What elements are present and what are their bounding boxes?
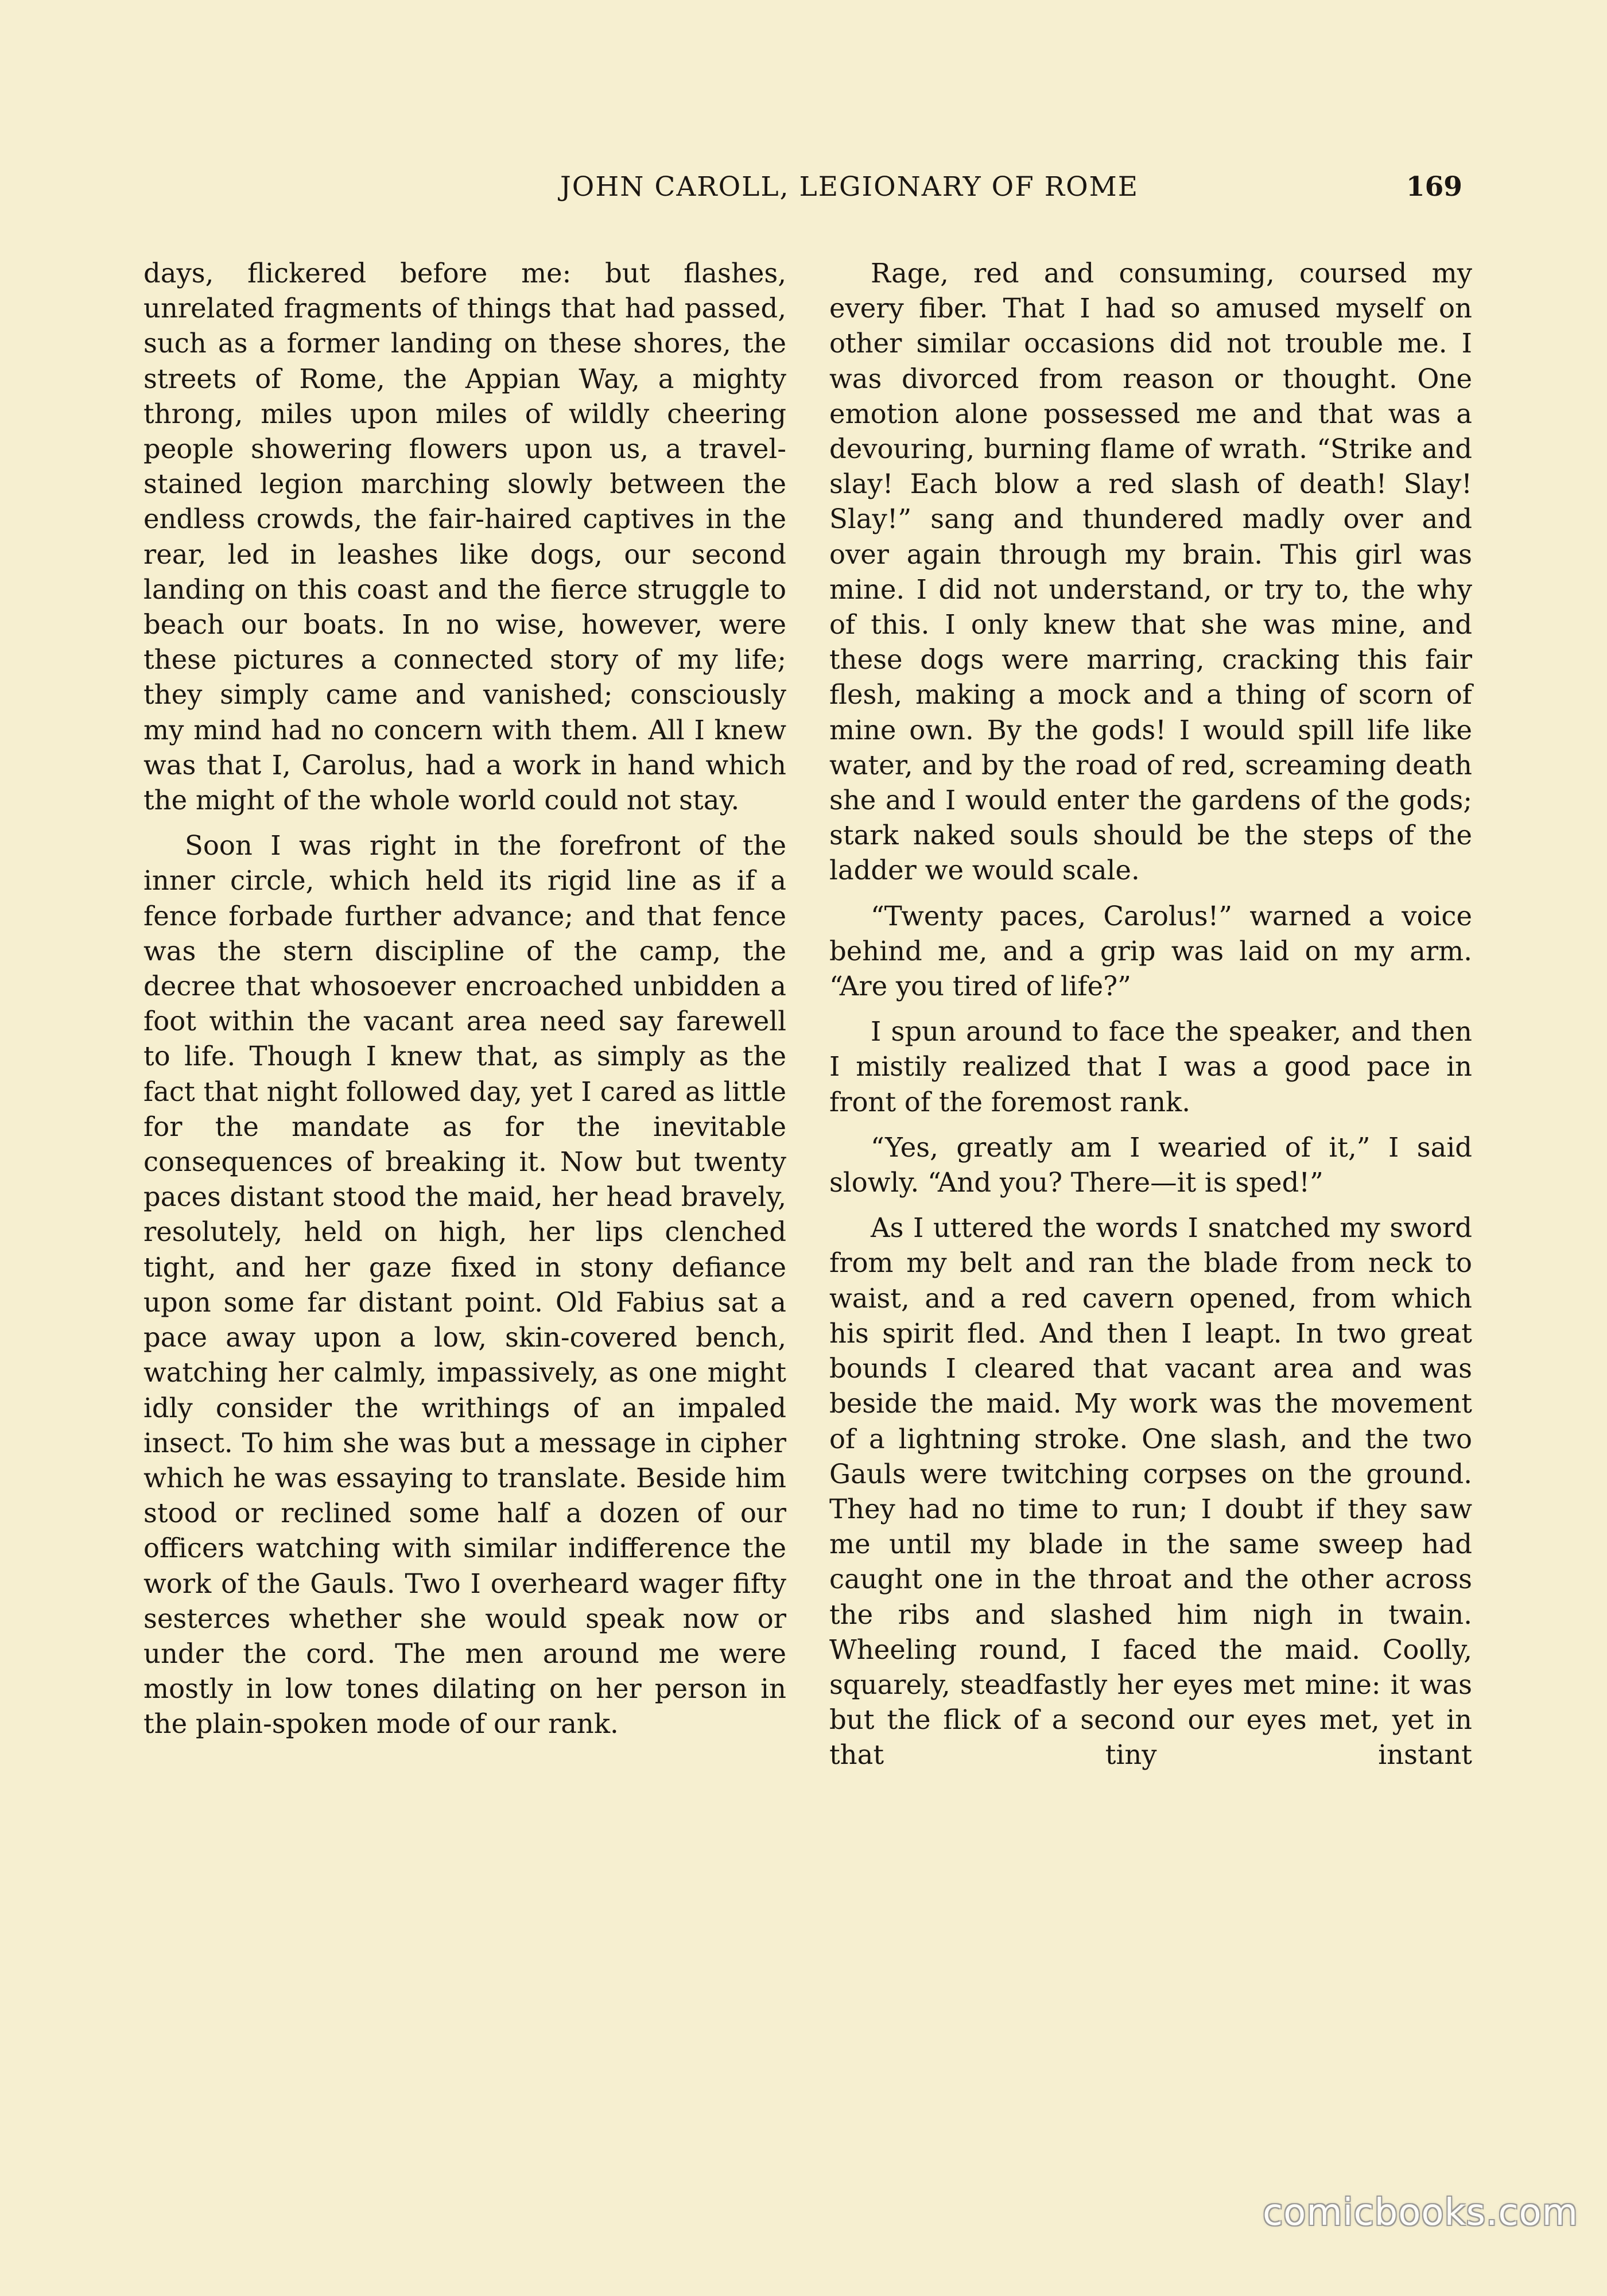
watermark: comicbooks.com	[1262, 2192, 1578, 2234]
paragraph: Soon I was right in the forefront of the inner circle, which held its rigid line as if a fence forbade further advance; and that fence was the stern discipline of the camp, the decree that whosoever encroached unbidden a foot within the vacant area need say farewell to life. Though I knew that, as simply as the fact that night followed day, yet I cared as little for the mandate as for the inevitable consequences of breaking it. Now but twenty paces distant stood the maid, her head bravely, resolutely, held on high, her lips clenched tight, and her gaze fixed in stony defiance upon some far distant point. Old Fabius sat a pace away upon a low, skin-covered bench, watching her calmly, impassively, as one might idly consider the writhings of an impaled insect. To him she was but a message in cipher which he was essaying to translate. Beside him stood or reclined some half a dozen of our officers watching with similar indifference the work of the Gauls. Two I overheard wager fifty sesterces whether she would speak now or under the cord. The men around me were mostly in low tones dilating on her person in the plain-spoken mode of our rank.	[143, 830, 786, 1740]
paragraph: “Twenty paces, Carolus!” warned a voice behind me, and a grip was laid on my arm. “Are you tired of life?”	[829, 900, 1472, 1002]
paragraph: As I uttered the words I snatched my sword from my belt and ran the blade from neck to waist, and a red cavern opened, from which his spirit fled. And then I leapt. In two great bounds I cleared that vacant area and was beside the maid. My work was the movement of a lightning stroke. One slash, and the two Gauls were twitching corpses on the ground. They had no time to run; I doubt if they saw me until my blade in the same sweep had caught one in the throat and the other across the ribs and slashed him nigh in twain. Wheeling round, I faced the maid. Coolly, squarely, steadfastly her eyes met mine: it was but the flick of a second our eyes met, yet in that tiny instant	[829, 1212, 1472, 1771]
left-column	[143, 256, 786, 1752]
page-number: 169	[1406, 171, 1462, 203]
running-head: JOHN CAROLL, LEGIONARY OF ROME	[560, 171, 1139, 203]
paragraph: I spun around to face the speaker, and then I mistily realized that I was a good pace in front of the foremost rank.	[829, 1016, 1472, 1118]
right-column	[829, 256, 1472, 1783]
paragraph: “Yes, greatly am I wearied of it,” I said slowly. “And you? There—it is sped!”	[829, 1131, 1472, 1199]
paragraph: Rage, red and consuming, coursed my every fiber. That I had so amused myself on other similar occasions did not trouble me. I was divorced from reason or thought. One emotion alone possessed me and that was a devouring, burning flame of wrath. “Strike and slay! Each blow a red slash of death! Slay! Slay!” sang and thundered madly over and over again through my brain. This girl was mine. I did not understand, or try to, the why of this. I only knew that she was mine, and these dogs were marring, cracking this fair flesh, making a mock and a thing of scorn of mine own. By the gods! I would spill life like water, and by the road of red, screaming death she and I would enter the gardens of the gods; stark naked souls should be the steps of the ladder we would scale.	[829, 258, 1472, 886]
paragraph: days, flickered before me: but flashes, unrelated fragments of things that had passed, such as a former landing on these shores, the streets of Rome, the Appian Way, a mighty throng, miles upon miles of wildly cheering people showering flowers upon us, a travel-stained legion marching slowly between the endless crowds, the fair-haired captives in the rear, led in leashes like dogs, our second landing on this coast and the fierce struggle to beach our boats. In no wise, however, were these pictures a connected story of my life; they simply came and vanished; consciously my mind had no concern with them. All I knew was that I, Carolus, had a work in hand which the might of the whole world could not stay.	[143, 258, 786, 816]
